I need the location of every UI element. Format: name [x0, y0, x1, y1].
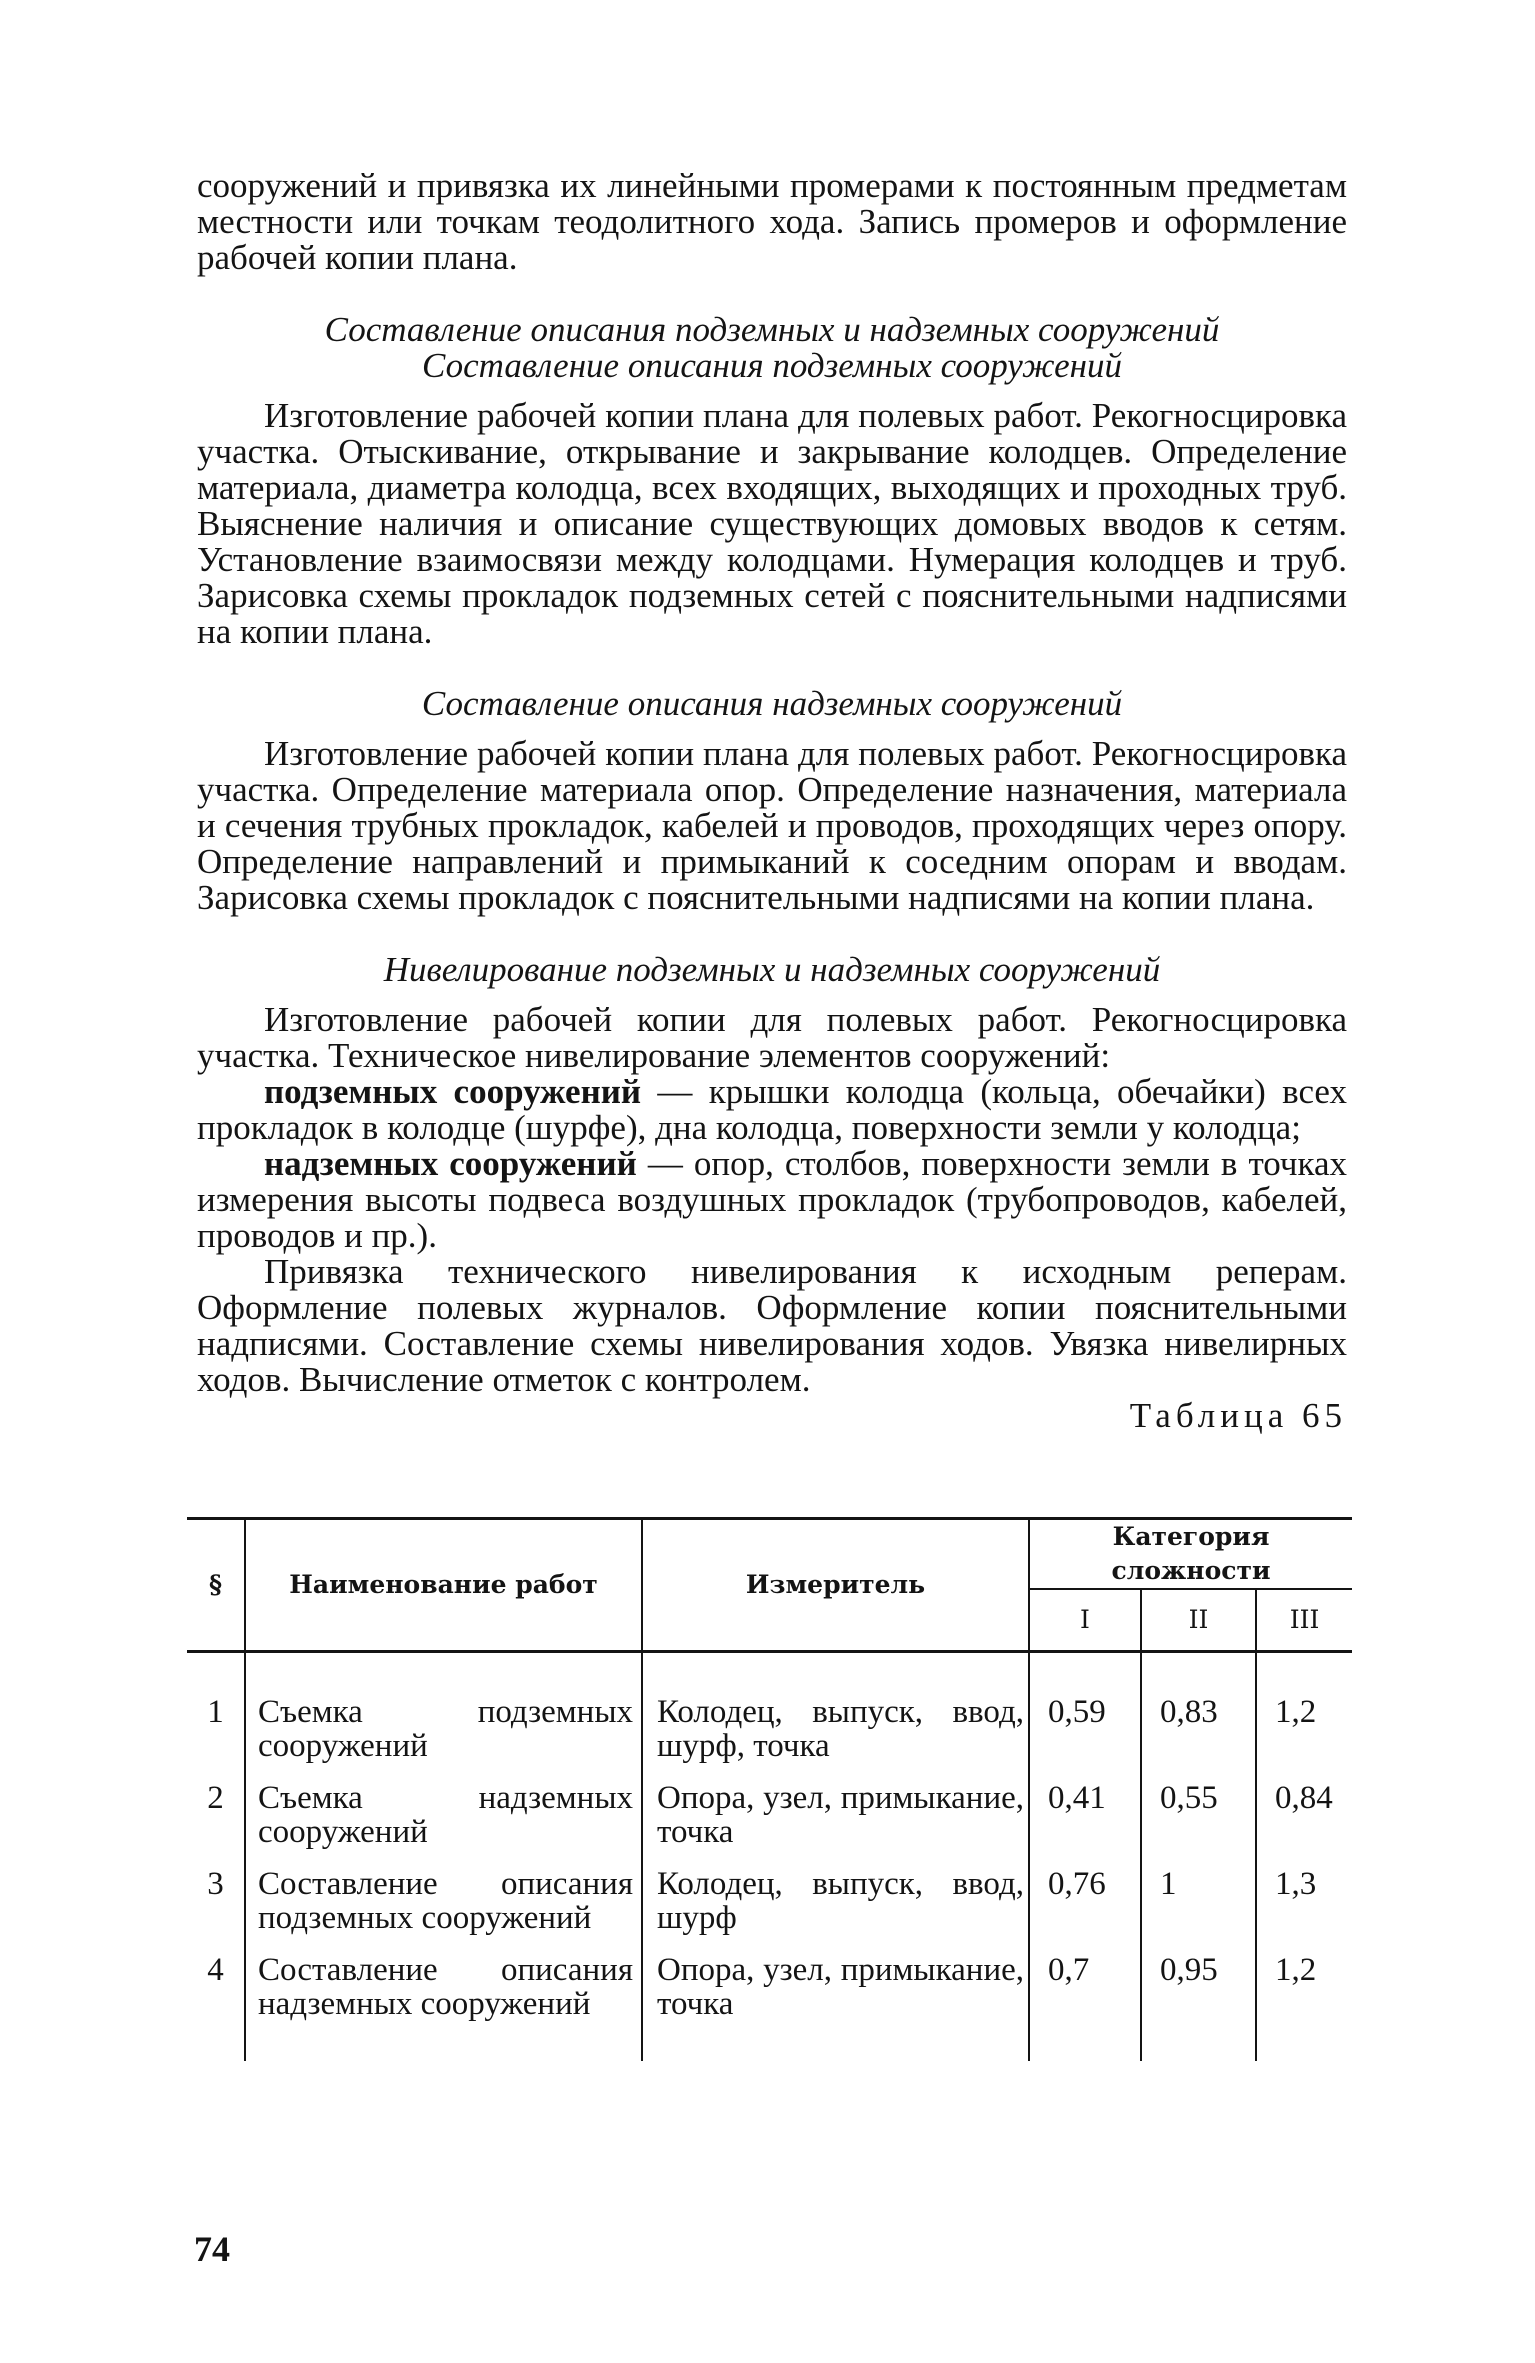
intro-paragraph: сооружений и привязка их линейными промерами к постоянным предметам местности или точкам теодолитного хода. Запись промеров и оформление рабочей копии плана.: [197, 166, 1347, 277]
row-measure: Колодец, выпуск, ввод, шурф, точка: [642, 1652, 1029, 1782]
row-name: Съемка надземных сооружений: [245, 1781, 642, 1867]
row-cat-2: 0,95: [1141, 1953, 1256, 2061]
header-category: Категория сложности: [1029, 1519, 1352, 1590]
header-cat-3: III: [1256, 1589, 1352, 1652]
paragraph-leveling: Изготовление рабочей копии для полевых работ. Рекогносцировка участка. Техническое нивелирование элементов сооружений:: [197, 1000, 1347, 1075]
definition-underground: — крышки колодца (кольца, обечайки) всех прокладок в колодце (шурфе), дна колодца, поверхности земли у колодца;: [197, 1072, 1347, 1147]
row-cat-3: 1,2: [1256, 1953, 1352, 2061]
header-num: §: [187, 1519, 245, 1652]
paragraph-aboveground: Изготовление рабочей копии плана для полевых работ. Рекогносцировка участка. Определение материала опор. Определение назначения, материала и сечения трубных прокладок, кабелей и проводов, проходящих через опору. Определение направлений и примыканий к соседним опорам и вводам. Зарисовка схемы прокладок с пояснительными надписями на копии плана.: [197, 734, 1347, 917]
row-name: Съемка подземных сооружений: [245, 1652, 642, 1782]
header-name: Наименование работ: [245, 1519, 642, 1652]
row-cat-3: 1,2: [1256, 1652, 1352, 1782]
row-cat-2: 0,55: [1141, 1781, 1256, 1867]
row-cat-2: 1: [1141, 1867, 1256, 1953]
row-cat-1: 0,76: [1029, 1867, 1141, 1953]
section-heading-main: Составление описания подземных и надземных сооружений: [324, 310, 1220, 349]
section-heading-underground: Составление описания подземных сооружений: [422, 346, 1122, 385]
section-heading-aboveground: Составление описания надземных сооружений: [421, 684, 1123, 723]
paragraph-underground: Изготовление рабочей копии плана для полевых работ. Рекогносцировка участка. Отыскивание, открывание и закрывание колодцев. Определение материала, диаметра колодца, всех входящих, выходящих и проходных труб. Выяснение наличия и описание существующих домовых вводов к сетям. Установление взаимосвязи между колодцами. Нумерация колодцев и труб. Зарисовка схемы прокладок подземных сетей с пояснительными надписями на копии плана.: [197, 396, 1347, 651]
paragraph-underground-elements: [197, 1074, 1347, 1146]
header-measure: Измеритель: [642, 1519, 1029, 1652]
row-cat-1: 0,41: [1029, 1781, 1141, 1867]
norms-table: [187, 1517, 1352, 2061]
table-row: [187, 1781, 1352, 1867]
row-cat-1: 0,7: [1029, 1953, 1141, 2061]
term-aboveground: надземных сооружений: [264, 1144, 637, 1183]
row-num: 4: [207, 1952, 224, 1988]
page-number: 74: [194, 2229, 230, 2269]
row-num: 3: [207, 1866, 224, 1902]
row-num: 1: [207, 1694, 224, 1730]
row-cat-3: 0,84: [1256, 1781, 1352, 1867]
row-cat-3: 1,3: [1256, 1867, 1352, 1953]
row-num: 2: [207, 1780, 224, 1816]
page-text: [197, 168, 1347, 1434]
header-cat-2: II: [1141, 1589, 1256, 1652]
row-cat-2: 0,83: [1141, 1652, 1256, 1782]
term-underground: подземных сооружений: [264, 1072, 642, 1111]
table-row: [187, 1867, 1352, 1953]
row-cat-1: 0,59: [1029, 1652, 1141, 1782]
paragraph-aboveground-elements: [197, 1146, 1347, 1254]
row-measure: Опора, узел, примыкание, точка: [642, 1953, 1029, 2061]
row-name: Составление описания подземных сооружений: [245, 1867, 642, 1953]
section-heading-leveling: Нивелирование подземных и надземных сооружений: [383, 950, 1161, 989]
table-row: [187, 1652, 1352, 1782]
header-cat-1: I: [1029, 1589, 1141, 1652]
paragraph-tie-in: Привязка технического нивелирования к исходным реперам. Оформление полевых журналов. Оформление копии пояснительными надписями. Составление схемы нивелирования ходов. Увязка нивелирных ходов. Вычисление отметок с контролем.: [197, 1252, 1347, 1399]
table-caption: Таблица 65: [1129, 1396, 1347, 1435]
row-measure: Опора, узел, примыкание, точка: [642, 1781, 1029, 1867]
row-measure: Колодец, выпуск, ввод, шурф: [642, 1867, 1029, 1953]
definition-aboveground: — опор, столбов, поверхности земли в точках измерения высоты подвеса воздушных прокладок (трубопроводов, кабелей, проводов и пр.).: [197, 1144, 1347, 1255]
row-name: Составление описания надземных сооружений: [245, 1953, 642, 2061]
table-row: [187, 1953, 1352, 2061]
